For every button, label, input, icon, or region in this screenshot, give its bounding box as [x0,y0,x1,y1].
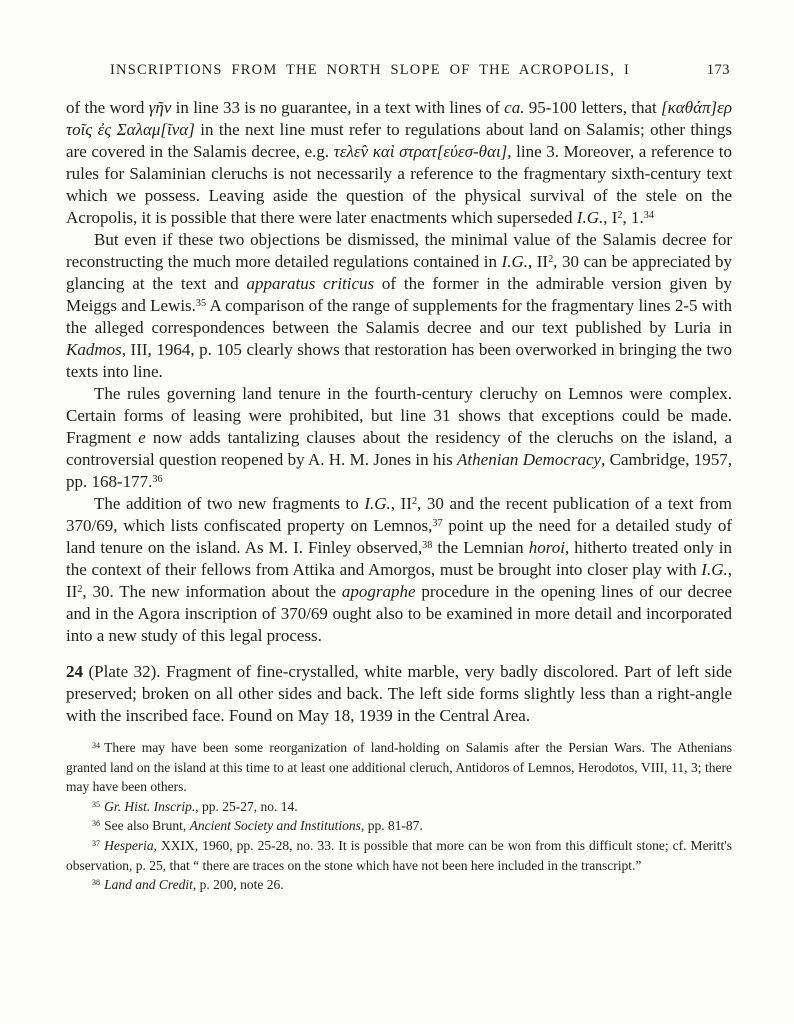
footnote [66,875,732,895]
body-text [66,97,732,727]
footnote-text: Land and Credit, p. 200, note 26. [104,877,284,893]
footnote [66,836,732,875]
footnote-number: 34 [92,740,101,750]
page-number: 173 [706,62,730,78]
running-header-title: INSCRIPTIONS FROM THE NORTH SLOPE OF THE ACROPOLIS, I [110,62,630,78]
paragraph-list [66,97,732,647]
footnote-number: 36 [92,819,101,829]
footnote-text: Hesperia, XXIX, 1960, pp. 25-28, no. 33. It is possible that more can be won from this difficult stone; cf. Meritt's observation, p. 25, that “ there are traces on the stone which have not been here included in the transcript.” [66,837,732,873]
catalog-entry-24: 24 (Plate 32). Fragment of fine-crystalled, white marble, very badly discolored. Part of left side preserved; broken on all other sides and back. The left side forms slightly less than a right-angle with the inscribed face. Found on May 18, 1939 in the Central Area. [66,662,732,725]
paragraph: of the word γῆν in line 33 is no guarantee, in a text with lines of ca. 95-100 letters, that [καθάπ]ερ τοῖς ἐς Σαλαμ[ῖνα] in the next line must refer to regulations about land on Salamis; other things are covered in the Salamis decree, e.g. τελε̂ν καὶ στρατ[εύεσ-θαι], line 3. Moreover, a reference to rules for Salaminian cleruchs is not necessarily a reference to the fragmentary sixth-century text which we possess. Leaving aside the question of the physical survival of the stele on the Acropolis, it is possible that there were later enactments which superseded I.G., $I^2$, 1.34 [66,98,733,227]
footnote-number: 38 [92,878,101,888]
footnote-number: 35 [92,799,101,809]
footnote-text: See also Brunt, Ancient Society and Institutions, pp. 81-87. [104,818,423,834]
running-header [66,60,732,82]
footnote [66,816,732,836]
footnote-number: 37 [92,838,101,848]
paragraph: But even if these two objections be dismissed, the minimal value of the Salamis decree for reconstructing the much more detailed regulations contained in I.G., $II^2$, 30 can be appreciated by glancing at the text and apparatus criticus of the former in the admirable version given by Meiggs and Lewis.$^{35}$ A comparison of the range of supplements for the fragmentary lines 2-5 with the alleged correspondences between the Salamis decree and our text published by Luria in Kadmos, III, 1964, p. 105 clearly shows that restoration has been overworked in bringing the two texts into line. [66,230,733,381]
footnotes-section [66,738,732,895]
footnote-list [66,738,732,895]
footnote [66,738,732,797]
footnote [66,797,732,817]
paragraph: The rules governing land tenure in the fourth-century cleruchy on Lemnos were complex. Certain forms of leasing were prohibited, but line 31 shows that exceptions could be made. Fragment e now adds tantalizing clauses about the residency of the cleruchs on the island, a controversial question reopened by A. H. M. Jones in his Athenian Democracy, Cambridge, 1957, pp. 168-177.36 [66,384,732,491]
paragraph: The addition of two new fragments to I.G., $II^2$, 30 and the recent publication of a text from 370/69, which lists confiscated property on Lemnos,$^{37}$ point up the need for a detailed study of land tenure on the island. As M. I. Finley observed,$^{38}$ the Lemnian horoi, hitherto treated only in the context of their fellows from Attika and Amorgos, must be brought into closer play with I.G., $II^2$, 30. The new information about the apographe procedure in the opening lines of our decree and in the Agora inscription of 370/69 ought also to be examined in more detail and incorporated into a new study of this legal process. [66,494,733,645]
footnote-text: There may have been some reorganization of land-holding on Salamis after the Persian Wars. The Athenians granted land on the island at this time to at least one additional cleruch, Antidoros of Lemnos, Herodotos, VIII, 11, 3; there may have been others. [66,740,732,795]
footnote-text: Gr. Hist. Inscrip., pp. 25-27, no. 14. [104,798,298,814]
